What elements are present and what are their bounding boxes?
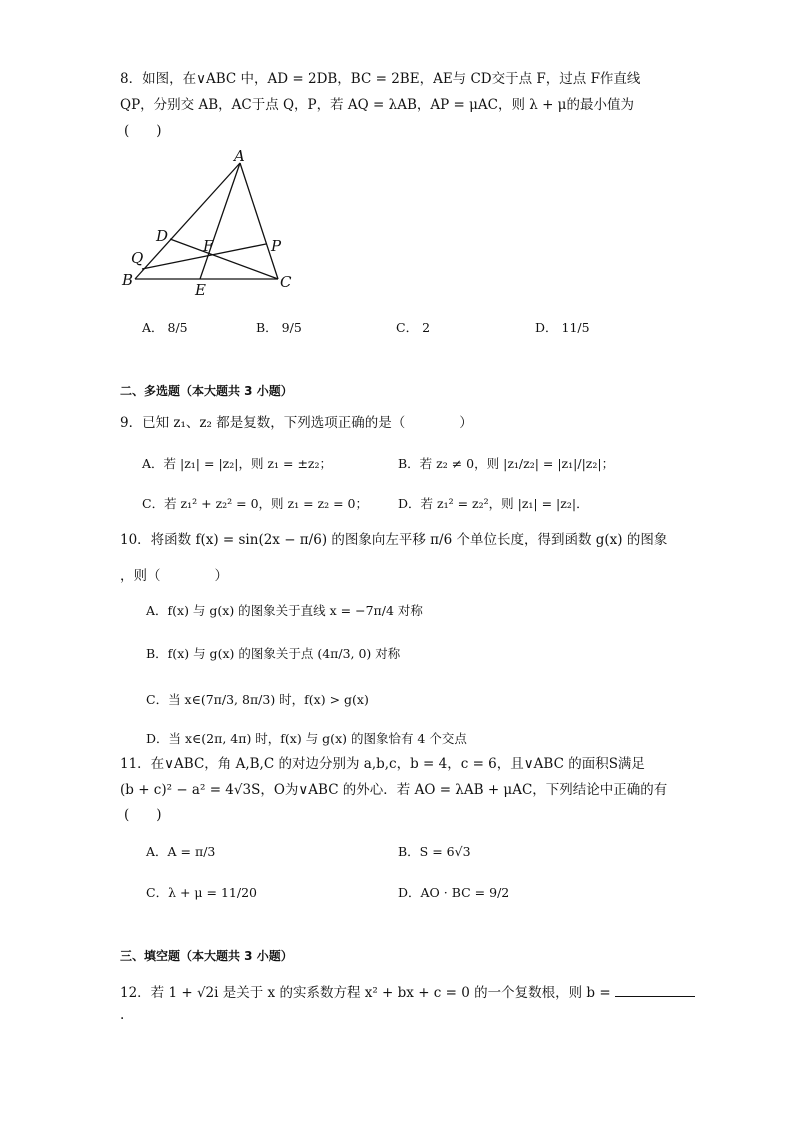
q8-option-c[interactable] [396,318,430,336]
q8-stem-line2: QP，分别交 AB，AC于点 Q，P，若 AQ = λAB，AP = μAC，则 λ + μ的最小值为 [120,97,634,113]
triangle-figure [110,145,310,300]
option-value: 2 [422,320,431,335]
option-value: 8/5 [167,320,188,335]
option-letter: B． [256,320,278,335]
q11-option-d[interactable]: D．AO · BC = 9/2 [398,885,510,900]
q11-stem-line2: (b + c)² − a² = 4√3S，O为∨ABC 的外心．若 AO = λAB + μAC，下列结论中正确的有 [120,782,668,798]
option-letter: A． [142,320,164,335]
q11-stem-line1: 11．在∨ABC，角 A,B,C 的对边分别为 a,b,c，b = 4，c = 6，且∨ABC 的面积S满足 [120,756,645,772]
q9-stem: 9．已知 z₁、z₂ 都是复数，下列选项正确的是（ ） [120,415,473,431]
label-C: C [280,273,292,291]
q9-option-b[interactable]: B．若 z₂ ≠ 0，则 |z₁/z₂| = |z₁|/|z₂|； [398,456,615,471]
label-F: F [203,237,214,255]
q8-option-b[interactable] [256,318,302,336]
q8-stem-line1: 8．如图，在∨ABC 中，AD = 2DB，BC = 2BE，AE与 CD交于点 F，过点 F作直线 [120,71,641,87]
q11-answer-paren: ( ) [124,807,162,823]
label-Q: Q [131,249,144,267]
q8-option-a[interactable] [142,318,188,336]
option-value: 11/5 [561,320,590,335]
section-title-multi-choice: 二、多选题（本大题共 3 小题） [120,384,293,398]
q11-option-b[interactable]: B．S = 6√3 [398,844,471,859]
q10-option-c[interactable]: C．当 x∈(7π/3, 8π/3) 时，f(x) > g(x) [146,692,369,707]
option-letter: D． [535,320,558,335]
q10-option-d[interactable]: D．当 x∈(2π, 4π) 时，f(x) 与 g(x) 的图象恰有 4 个交点 [146,731,467,746]
label-P: P [271,237,282,255]
option-value: 9/5 [281,320,302,335]
q11-option-a[interactable]: A．A = π/3 [146,844,216,859]
q10-option-b[interactable]: B．f(x) 与 g(x) 的图象关于点 (4π/3, 0) 对称 [146,646,401,661]
label-B: B [122,271,134,289]
q12-text: 12．若 1 + √2i 是关于 x 的实系数方程 x² + bx + c = 0 的一个复数根，则 b = [120,985,611,1001]
q8-answer-paren: ( ) [124,123,162,139]
section-title-fill-in: 三、填空题（本大题共 3 小题） [120,949,293,963]
q9-option-a[interactable]: A．若 |z₁| = |z₂|，则 z₁ = ±z₂； [142,456,333,471]
q12-stem [120,982,695,1002]
q11-option-c[interactable]: C．λ + μ = 11/20 [146,885,257,900]
q9-option-d[interactable]: D．若 z₁² = z₂²，则 |z₁| = |z₂|． [398,496,589,511]
q8-option-d[interactable] [535,318,590,336]
option-letter: C． [396,320,419,335]
q12-end-period: . [120,1007,125,1023]
q10-option-a[interactable]: A．f(x) 与 g(x) 的图象关于直线 x = −7π/4 对称 [146,603,423,618]
label-D: D [156,227,169,245]
answer-blank[interactable] [615,982,695,997]
q10-stem-line1: 10．将函数 f(x) = sin(2x − π/6) 的图象向左平移 π/6 个单位长度，得到函数 g(x) 的图象 [120,532,668,548]
label-A: A [234,147,245,165]
label-E: E [195,281,206,299]
q9-option-c[interactable]: C．若 z₁² + z₂² = 0，则 z₁ = z₂ = 0； [142,496,369,511]
q10-stem-line2: ，则（ ） [120,568,228,584]
